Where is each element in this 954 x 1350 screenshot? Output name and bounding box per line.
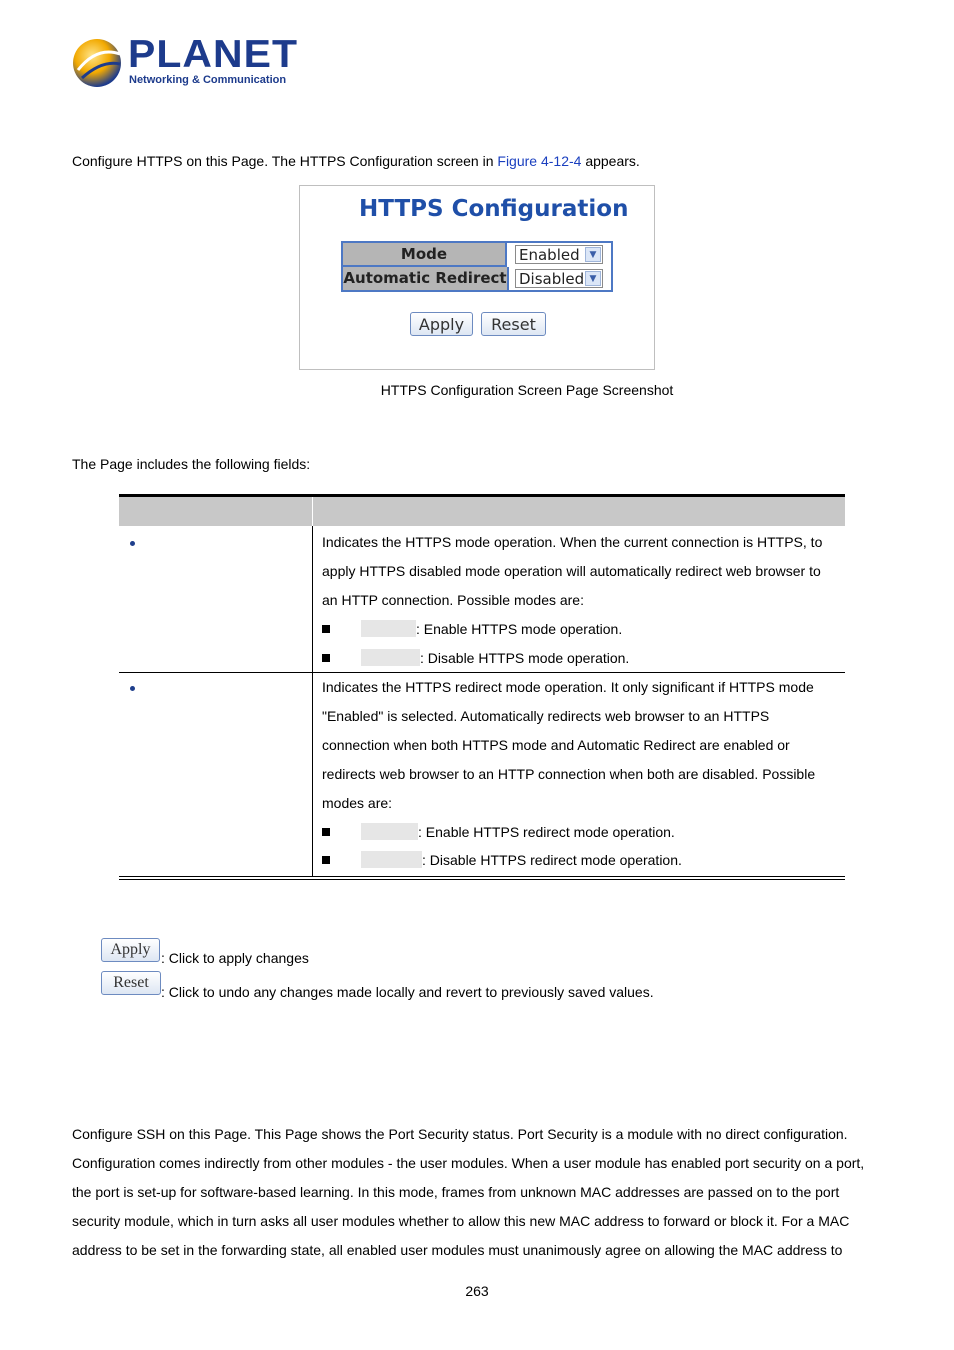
ssh-line: Configuration comes indirectly from other modules - the user modules. When a user module has enabled port security on a port, — [72, 1155, 865, 1171]
config-row-redirect — [343, 267, 611, 291]
brand-name: PLANET — [128, 33, 299, 76]
desc-line: an HTTP connection. Possible modes are: — [322, 592, 584, 608]
ssh-line: address to be set in the forwarding state, all enabled user modules must unanimously agree on allowing the MAC address to — [72, 1242, 843, 1258]
fields-table — [119, 494, 845, 882]
apply-description: : Click to apply changes — [161, 950, 309, 966]
desc-line: apply HTTPS disabled mode operation will automatically redirect web browser to — [322, 563, 821, 579]
figure-caption: HTTPS Configuration Screen Page Screenshot — [380, 382, 674, 398]
bullet-icon — [130, 686, 135, 691]
ssh-line: Configure SSH on this Page. This Page shows the Port Security status. Port Security is a module with no direct configuration. — [72, 1126, 848, 1142]
desc-line: Indicates the HTTPS mode operation. When the current connection is HTTPS, to — [322, 534, 823, 550]
square-bullet-icon — [322, 856, 330, 864]
figure-title: HTTPS Configuration — [359, 196, 629, 222]
brand-tagline: Networking & Communication — [129, 74, 287, 86]
redirect-select-value: Disabled — [519, 270, 585, 288]
chevron-down-icon: ▼ — [585, 271, 601, 286]
fields-intro: The Page includes the following fields: — [72, 456, 311, 472]
config-table — [341, 241, 613, 292]
option-blank — [361, 823, 418, 840]
table-bottom-rule — [119, 876, 845, 880]
reset-button-sample: Reset — [101, 971, 161, 995]
reset-description: : Click to undo any changes made locally and revert to previously saved values. — [161, 984, 654, 1000]
redirect-label: Automatic Redirect — [343, 267, 509, 290]
desc-line: redirects web browser to an HTTP connection when both are disabled. Possible — [322, 766, 816, 782]
option-text: : Enable HTTPS mode operation. — [416, 621, 623, 637]
option-text: : Enable HTTPS redirect mode operation. — [418, 824, 675, 840]
square-bullet-icon — [322, 654, 330, 662]
option-text: : Disable HTTPS mode operation. — [420, 650, 630, 666]
desc-line: Indicates the HTTPS redirect mode operation. It only significant if HTTPS mode — [322, 679, 814, 695]
bullet-icon — [130, 541, 135, 546]
figure-link[interactable]: Figure 4-12-4 — [497, 153, 582, 169]
reset-button[interactable]: Reset — [481, 312, 546, 336]
desc-line: "Enabled" is selected. Automatically redirects web browser to an HTTPS — [322, 708, 770, 724]
intro-text-end: appears. — [581, 153, 640, 169]
intro-paragraph — [72, 147, 884, 176]
square-bullet-icon — [322, 625, 330, 633]
chevron-down-icon: ▼ — [585, 247, 601, 262]
table-row — [322, 673, 842, 818]
ssh-line: the port is set-up for software-based learning. In this mode, frames from unknown MAC addresses are passed on to the port — [72, 1184, 840, 1200]
config-row-mode — [343, 243, 611, 267]
option-blank — [361, 851, 422, 868]
desc-line: connection when both HTTPS mode and Automatic Redirect are enabled or — [322, 737, 790, 753]
option-blank — [361, 649, 420, 666]
mode-label: Mode — [343, 243, 507, 267]
desc-line: modes are: — [322, 795, 393, 811]
apply-button[interactable]: Apply — [410, 312, 473, 336]
table-header — [119, 494, 845, 526]
mode-select-value: Enabled — [519, 246, 580, 264]
redirect-select[interactable] — [515, 269, 603, 288]
mode-select[interactable] — [515, 245, 603, 264]
square-bullet-icon — [322, 828, 330, 836]
option-blank — [361, 620, 416, 637]
apply-button-sample: Apply — [101, 938, 160, 962]
page-number: 263 — [465, 1283, 489, 1299]
ssh-paragraph — [72, 1120, 884, 1265]
option-text: : Disable HTTPS redirect mode operation. — [422, 852, 682, 868]
intro-text: Configure HTTPS on this Page. The HTTPS Configuration screen in — [72, 153, 498, 169]
ssh-line: security module, which in turn asks all user modules whether to allow this new MAC address to forward or block it. For a MAC — [72, 1213, 850, 1229]
table-row — [322, 528, 842, 615]
